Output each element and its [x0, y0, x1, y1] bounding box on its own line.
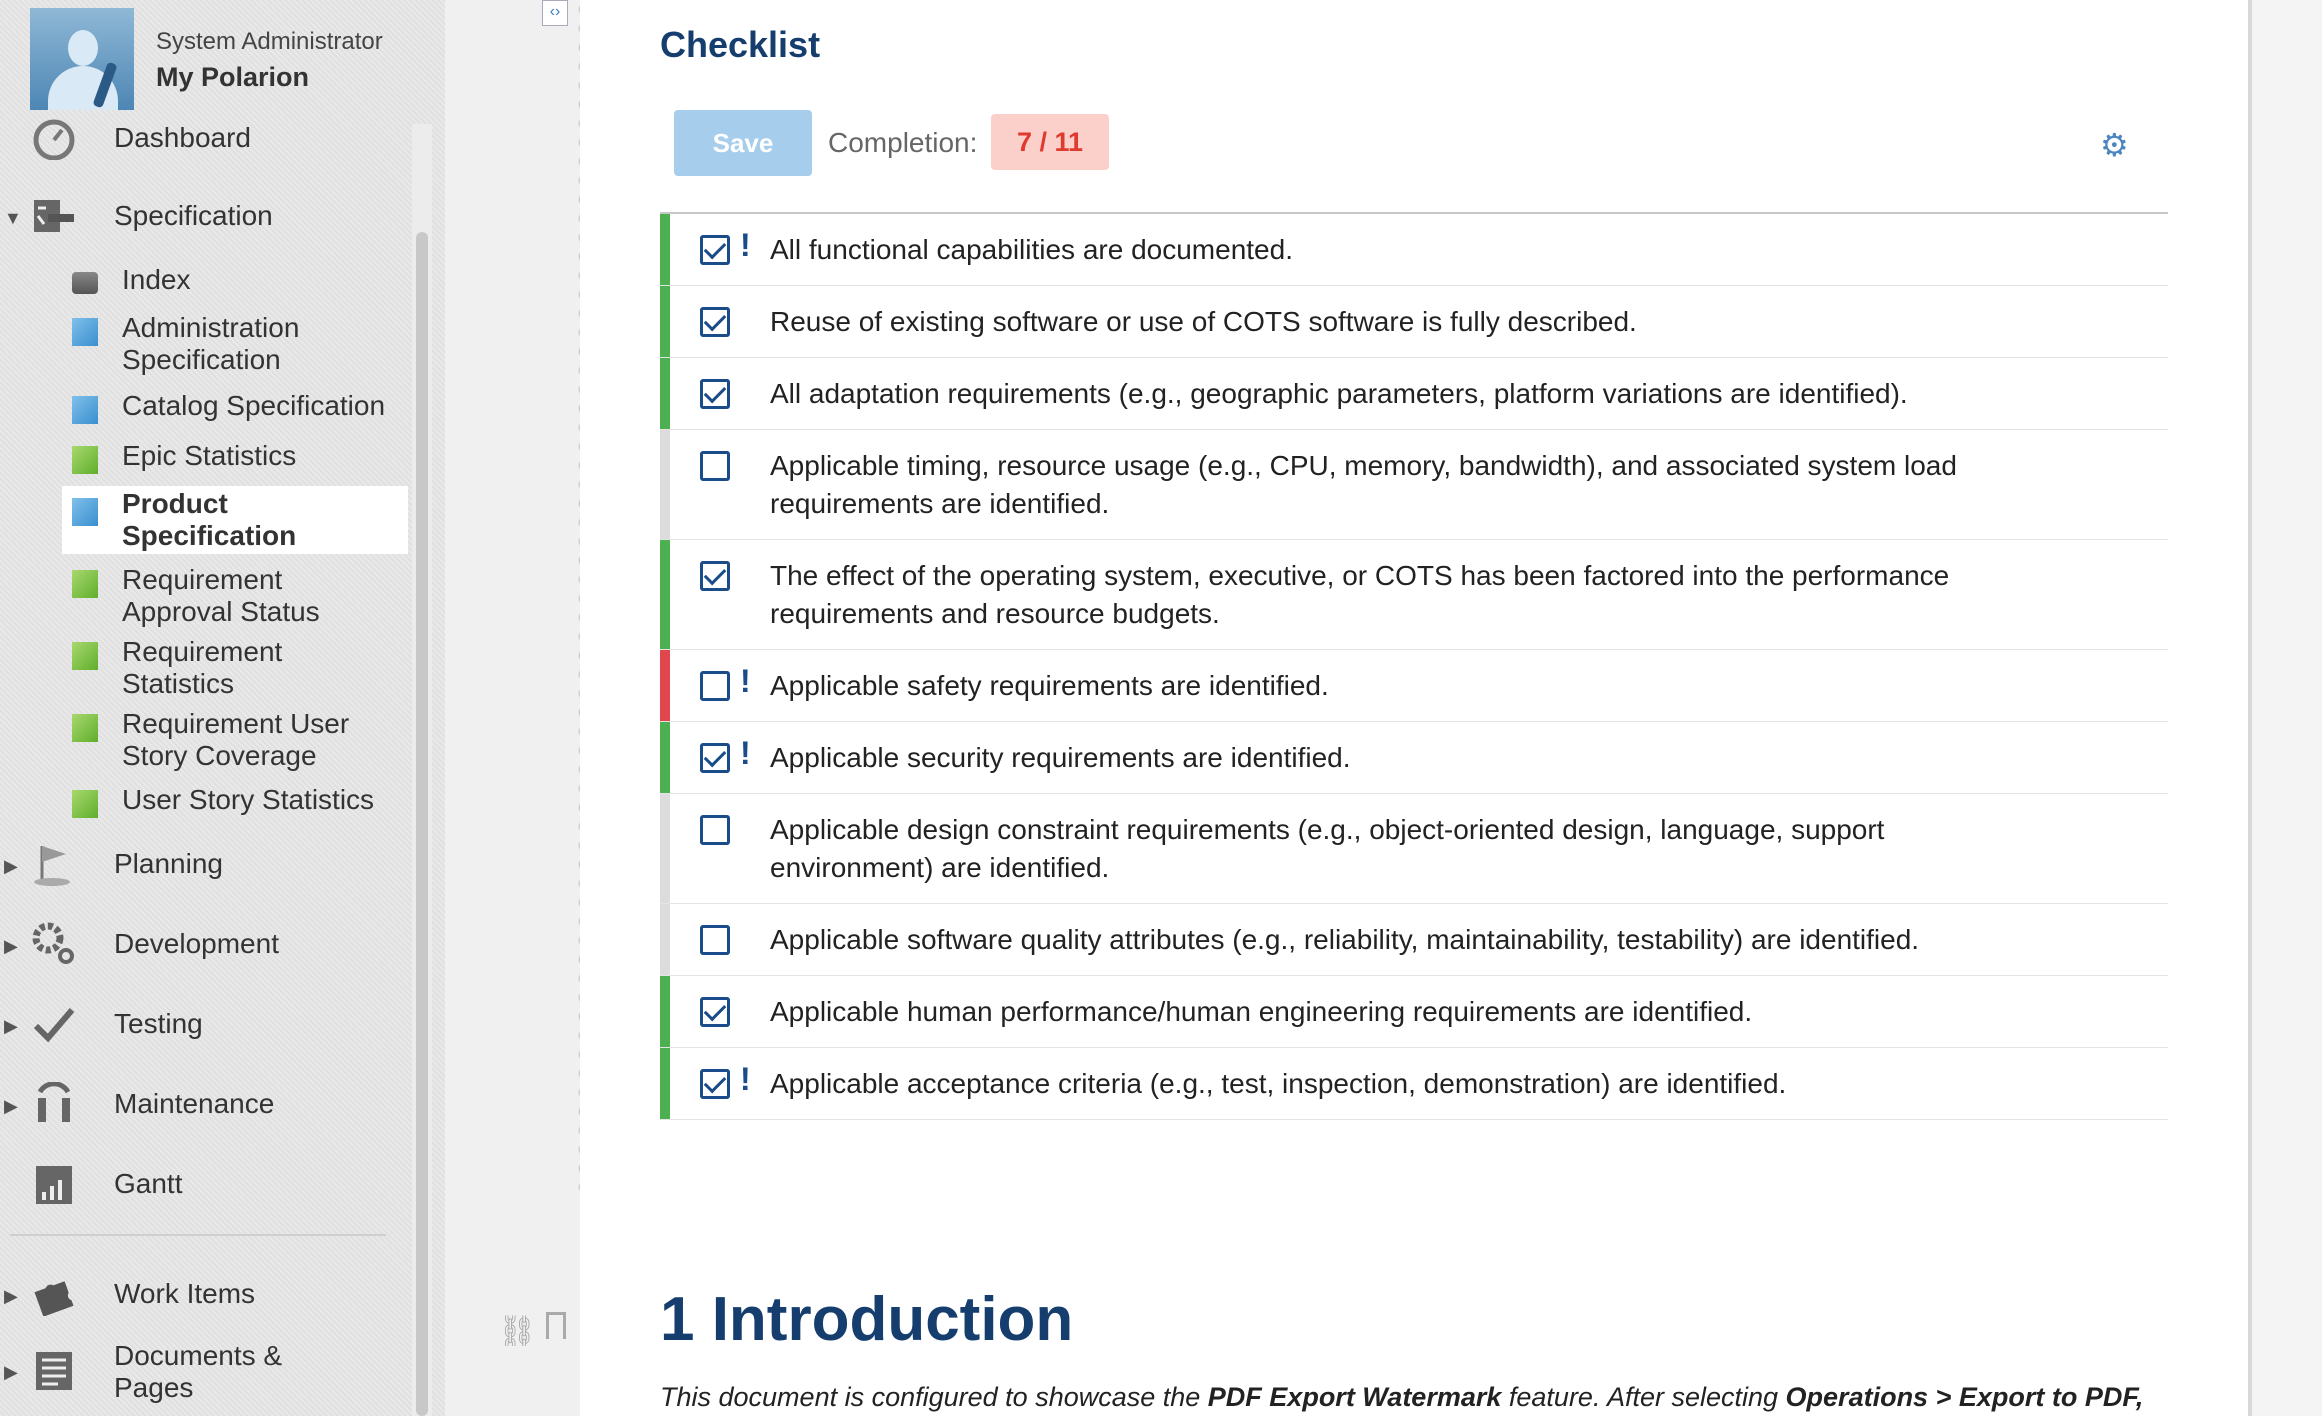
document-icon: [72, 498, 98, 526]
unchecked-checkbox[interactable]: [700, 815, 730, 845]
checklist-item-text: Applicable safety requirements are identified.: [770, 670, 1329, 701]
status-bar: [660, 214, 670, 285]
sidebar-item-product-specification[interactable]: [62, 486, 408, 554]
checklist-item-text: Applicable human performance/human engineering requirements are identified.: [770, 996, 1753, 1027]
report-icon: [72, 642, 98, 670]
checklist-item: [660, 540, 2168, 650]
checklist-item: [660, 794, 2168, 904]
report-icon: [72, 446, 98, 474]
document-icon: [72, 318, 98, 346]
intro-text: feature. After selecting: [1501, 1382, 1786, 1412]
status-bar: [660, 650, 670, 721]
checklist-item-text: All functional capabilities are documented.: [770, 234, 1293, 265]
maintenance-icon: [32, 1082, 76, 1126]
expand-toggle-icon[interactable]: ‹›: [542, 0, 568, 26]
nav-item-gantt[interactable]: [0, 1154, 420, 1214]
flag-icon: [32, 842, 76, 886]
checked-checkbox[interactable]: [700, 379, 730, 409]
chevron-right-icon[interactable]: ▶: [4, 856, 18, 876]
section-heading: 1 Introduction: [660, 1285, 1074, 1354]
checked-checkbox[interactable]: [700, 1069, 730, 1099]
checklist: [660, 214, 2168, 1120]
sidebar-item-index[interactable]: [62, 258, 408, 306]
sidebar-item-label: Requirement Statistics: [122, 636, 283, 699]
chevron-right-icon[interactable]: ▶: [4, 1096, 18, 1116]
report-icon: [72, 790, 98, 818]
sidebar-item-label: Index: [122, 264, 191, 295]
nav-label: Work Items: [114, 1278, 256, 1309]
chevron-right-icon[interactable]: ▶: [4, 1286, 18, 1306]
nav-label: Maintenance: [114, 1088, 275, 1119]
nav-label: Documents & Pages: [114, 1340, 283, 1403]
sidebar-item-label: Catalog Specification: [122, 390, 386, 421]
status-bar: [660, 430, 670, 539]
nav-label: Testing: [114, 1008, 203, 1039]
nav-item-development[interactable]: [0, 914, 420, 974]
chevron-right-icon[interactable]: ▶: [4, 1016, 18, 1036]
checked-checkbox[interactable]: [700, 743, 730, 773]
checked-checkbox[interactable]: [700, 561, 730, 591]
document-gutter: [445, 0, 580, 1416]
checklist-item-text: Applicable security requirements are identified.: [770, 742, 1351, 773]
sidebar-item-label: Requirement User Story Coverage: [122, 708, 350, 771]
chevron-right-icon[interactable]: ▶: [4, 1362, 18, 1382]
nav-item-work-items[interactable]: [0, 1264, 420, 1324]
nav-item-documents-pages[interactable]: [0, 1340, 420, 1416]
nav-label: Planning: [114, 848, 223, 879]
gantt-icon: [32, 1162, 76, 1206]
status-bar: [660, 1048, 670, 1119]
intro-text: This document is configured to showcase the: [660, 1382, 1208, 1412]
checklist-item-text: The effect of the operating system, executive, or COTS has been factored into the performance requirements and resource budgets.: [770, 560, 1950, 629]
sidebar-item-requirement-approval-status[interactable]: [62, 558, 408, 630]
status-bar: [660, 904, 670, 975]
report-icon: [72, 570, 98, 598]
checklist-item: [660, 286, 2168, 358]
status-bar: [660, 722, 670, 793]
checklist-item-text: Applicable acceptance criteria (e.g., test, inspection, demonstration) are identified.: [770, 1068, 1787, 1099]
navigation-sidebar: [0, 0, 445, 1416]
sidebar-item-catalog-specification[interactable]: [62, 384, 408, 434]
save-button[interactable]: Save: [674, 110, 812, 176]
completion-label: Completion:: [828, 127, 978, 158]
sidebar-item-label: Epic Statistics: [122, 440, 297, 471]
puzzle-icon: [32, 1272, 76, 1316]
checklist-item: [660, 430, 2168, 540]
chevron-right-icon[interactable]: ▶: [4, 936, 18, 956]
checklist-item-text: Reuse of existing software or use of COTS software is fully described.: [770, 306, 1637, 337]
user-block[interactable]: [0, 0, 445, 118]
intro-paragraph: [660, 1382, 2160, 1413]
checklist-item: [660, 1048, 2168, 1120]
sidebar-item-label: Product Specification: [122, 488, 297, 551]
checked-checkbox[interactable]: [700, 997, 730, 1027]
sidebar-scrollbar-thumb[interactable]: [416, 232, 428, 1416]
gear-icon[interactable]: ⚙: [2100, 127, 2129, 163]
sidebar-item-requirement-statistics[interactable]: [62, 630, 408, 702]
intro-bold-text: PDF Export Watermark: [1207, 1382, 1502, 1412]
important-marker-icon: !: [740, 227, 751, 263]
unchecked-checkbox[interactable]: [700, 671, 730, 701]
important-marker-icon: !: [740, 735, 751, 771]
important-marker-icon: !: [740, 663, 751, 699]
checklist-item: [660, 722, 2168, 794]
nav-label: Gantt: [114, 1168, 183, 1199]
nav-label: Dashboard: [114, 122, 251, 153]
dashboard-icon: [32, 116, 76, 160]
checked-checkbox[interactable]: [700, 307, 730, 337]
chevron-down-icon[interactable]: ▼: [4, 208, 22, 228]
nav-item-testing[interactable]: [0, 994, 420, 1054]
checklist-item: [660, 976, 2168, 1048]
sidebar-item-label: User Story Statistics: [122, 784, 375, 815]
nav-item-planning[interactable]: [0, 834, 420, 894]
nav-label: Specification: [114, 200, 273, 231]
checked-checkbox[interactable]: [700, 235, 730, 265]
documents-icon: [32, 1348, 76, 1392]
checklist-item-text: All adaptation requirements (e.g., geographic parameters, platform variations are identified).: [770, 378, 1908, 409]
sidebar-item-epic-statistics[interactable]: [62, 434, 408, 486]
user-avatar[interactable]: [30, 8, 134, 110]
status-bar: [660, 976, 670, 1047]
checklist-item: [660, 904, 2168, 976]
checklist-item-text: Applicable design constraint requirements (e.g., object-oriented design, language, support environment) are identified.: [770, 814, 1885, 883]
status-bar: [660, 286, 670, 357]
status-bar: [660, 794, 670, 903]
sidebar-item-label: Requirement Approval Status: [122, 564, 320, 627]
unchecked-checkbox[interactable]: [700, 925, 730, 955]
checklist-item: [660, 358, 2168, 430]
checklist-title: Checklist: [660, 24, 821, 65]
sidebar-item-requirement-user-story-coverage[interactable]: [62, 702, 408, 774]
nav-item-dashboard[interactable]: [0, 108, 420, 168]
document-icon: [72, 396, 98, 424]
status-bar: [660, 358, 670, 429]
intro-bold-text: Operations > Export to PDF,: [1785, 1382, 2144, 1412]
status-bar: [660, 540, 670, 649]
sidebar-item-label: Administration Specification: [122, 312, 300, 375]
important-marker-icon: !: [740, 1061, 751, 1097]
sidebar-item-user-story-statistics[interactable]: [62, 778, 408, 828]
checklist-item-text: Applicable timing, resource usage (e.g., CPU, memory, bandwidth), and associated system load requirements are identified.: [770, 450, 1957, 519]
sidebar-item-administration-specification[interactable]: [62, 306, 408, 384]
gear-icon: [32, 922, 76, 966]
report-icon: [72, 714, 98, 742]
unchecked-checkbox[interactable]: [700, 451, 730, 481]
index-icon: [72, 272, 98, 294]
link-icon[interactable]: ⛓: [498, 1315, 537, 1348]
bookmark-icon[interactable]: [546, 1312, 566, 1339]
my-polarion-link[interactable]: My Polarion: [156, 62, 310, 92]
checklist-item: [660, 650, 2168, 722]
sidebar-divider: [10, 1234, 386, 1236]
nav-item-specification[interactable]: [0, 186, 420, 246]
right-pane: [2252, 0, 2322, 1416]
nav-item-maintenance[interactable]: [0, 1074, 420, 1134]
user-role: System Administrator: [156, 28, 383, 55]
checklist-item-text: Applicable software quality attributes (e.g., reliability, maintainability, testability) are identified.: [770, 924, 1920, 955]
specification-icon: [32, 194, 76, 238]
checkmark-icon: [32, 1002, 76, 1046]
nav-label: Development: [114, 928, 279, 959]
checklist-item: [660, 214, 2168, 286]
completion-badge: 7 / 11: [991, 114, 1109, 170]
